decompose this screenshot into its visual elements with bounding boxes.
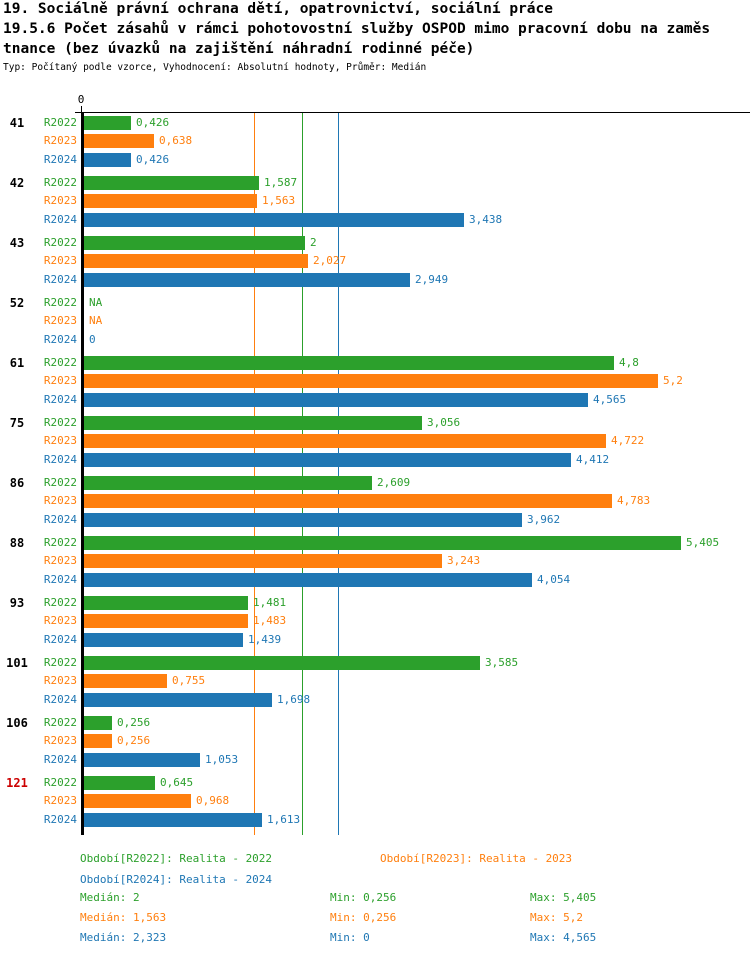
bar-86-r2023 bbox=[84, 494, 612, 508]
value-label-41-r2024: 0,426 bbox=[136, 153, 170, 166]
value-label-75-r2024: 4,412 bbox=[576, 453, 610, 466]
series-label-61-r2024: R2024 bbox=[43, 393, 77, 406]
bar-106-r2024 bbox=[84, 753, 200, 767]
value-label-52-r2022: NA bbox=[89, 296, 103, 309]
value-label-41-r2022: 0,426 bbox=[136, 116, 170, 129]
series-label-61-r2022: R2022 bbox=[43, 356, 77, 369]
series-label-93-r2022: R2022 bbox=[43, 596, 77, 609]
bar-88-r2024 bbox=[84, 573, 532, 587]
value-label-101-r2023: 0,755 bbox=[172, 674, 206, 687]
value-label-88-r2023: 3,243 bbox=[447, 554, 481, 567]
x-axis-zero-label: 0 bbox=[77, 93, 85, 106]
series-label-42-r2022: R2022 bbox=[43, 176, 77, 189]
series-label-75-r2022: R2022 bbox=[43, 416, 77, 429]
value-label-86-r2024: 3,962 bbox=[527, 513, 561, 526]
series-label-75-r2023: R2023 bbox=[43, 434, 77, 447]
series-label-75-r2024: R2024 bbox=[43, 453, 77, 466]
category-label-106: 106 bbox=[6, 716, 28, 730]
bar-43-r2024 bbox=[84, 273, 410, 287]
series-label-88-r2022: R2022 bbox=[43, 536, 77, 549]
bar-61-r2022 bbox=[84, 356, 614, 370]
category-label-61: 61 bbox=[9, 356, 25, 370]
bar-43-r2023 bbox=[84, 254, 308, 268]
value-label-101-r2022: 3,585 bbox=[485, 656, 519, 669]
bar-61-r2024 bbox=[84, 393, 588, 407]
value-label-88-r2022: 5,405 bbox=[686, 536, 720, 549]
series-label-106-r2022: R2022 bbox=[43, 716, 77, 729]
report-title-line2: 19.5.6 Počet zásahů v rámci pohotovostní služby OSPOD mimo pracovní dobu na zaměs bbox=[3, 21, 711, 37]
value-label-93-r2024: 1,439 bbox=[248, 633, 282, 646]
bar-75-r2024 bbox=[84, 453, 571, 467]
bar-86-r2024 bbox=[84, 513, 522, 527]
series-label-41-r2022: R2022 bbox=[43, 116, 77, 129]
series-label-43-r2023: R2023 bbox=[43, 254, 77, 267]
legend-period-r2022: Období[R2022]: Realita - 2022 bbox=[80, 852, 273, 865]
series-label-93-r2024: R2024 bbox=[43, 633, 77, 646]
value-label-121-r2024: 1,613 bbox=[267, 813, 301, 826]
category-label-121: 121 bbox=[6, 776, 28, 790]
series-label-52-r2024: R2024 bbox=[43, 333, 77, 346]
bar-93-r2023 bbox=[84, 614, 248, 628]
category-label-43: 43 bbox=[9, 236, 25, 250]
bar-86-r2022 bbox=[84, 476, 372, 490]
legend-period-r2023: Období[R2023]: Realita - 2023 bbox=[380, 852, 573, 865]
series-label-121-r2023: R2023 bbox=[43, 794, 77, 807]
value-label-52-r2024: 0 bbox=[89, 333, 96, 346]
bar-88-r2022 bbox=[84, 536, 681, 550]
series-label-41-r2023: R2023 bbox=[43, 134, 77, 147]
series-label-106-r2024: R2024 bbox=[43, 753, 77, 766]
report-title-line3: tnance (bez úvazků na zajištění náhradní rodinné péče) bbox=[3, 41, 475, 57]
bar-42-r2024 bbox=[84, 213, 464, 227]
bar-41-r2023 bbox=[84, 134, 154, 148]
series-label-86-r2024: R2024 bbox=[43, 513, 77, 526]
bar-61-r2023 bbox=[84, 374, 658, 388]
bar-42-r2022 bbox=[84, 176, 259, 190]
bar-41-r2024 bbox=[84, 153, 131, 167]
legend-median-r2023: Medián: 1,563 bbox=[80, 911, 167, 924]
series-label-121-r2024: R2024 bbox=[43, 813, 77, 826]
value-label-43-r2023: 2,027 bbox=[313, 254, 347, 267]
bar-101-r2022 bbox=[84, 656, 480, 670]
series-label-61-r2023: R2023 bbox=[43, 374, 77, 387]
series-label-88-r2023: R2023 bbox=[43, 554, 77, 567]
value-label-86-r2023: 4,783 bbox=[617, 494, 651, 507]
series-label-86-r2022: R2022 bbox=[43, 476, 77, 489]
legend-period-r2024: Období[R2024]: Realita - 2024 bbox=[80, 873, 273, 886]
bar-101-r2024 bbox=[84, 693, 272, 707]
value-label-42-r2023: 1,563 bbox=[262, 194, 296, 207]
value-label-86-r2022: 2,609 bbox=[377, 476, 411, 489]
series-label-93-r2023: R2023 bbox=[43, 614, 77, 627]
bar-93-r2024 bbox=[84, 633, 243, 647]
category-label-86: 86 bbox=[9, 476, 25, 490]
value-label-101-r2024: 1,698 bbox=[277, 693, 311, 706]
value-label-61-r2023: 5,2 bbox=[663, 374, 683, 387]
x-axis-line bbox=[75, 112, 750, 113]
legend-median-r2022: Medián: 2 bbox=[80, 891, 140, 904]
value-label-42-r2024: 3,438 bbox=[469, 213, 503, 226]
value-label-52-r2023: NA bbox=[89, 314, 103, 327]
series-label-101-r2023: R2023 bbox=[43, 674, 77, 687]
category-label-75: 75 bbox=[9, 416, 25, 430]
value-label-41-r2023: 0,638 bbox=[159, 134, 193, 147]
series-label-121-r2022: R2022 bbox=[43, 776, 77, 789]
series-label-42-r2023: R2023 bbox=[43, 194, 77, 207]
legend-min-r2022: Min: 0,256 bbox=[330, 891, 397, 904]
bar-106-r2022 bbox=[84, 716, 112, 730]
value-label-106-r2024: 1,053 bbox=[205, 753, 239, 766]
category-label-93: 93 bbox=[9, 596, 25, 610]
category-label-88: 88 bbox=[9, 536, 25, 550]
report-meta-line: Typ: Počítaný podle vzorce, Vyhodnocení: Absolutní hodnoty, Průměr: Medián bbox=[3, 62, 427, 73]
series-label-101-r2024: R2024 bbox=[43, 693, 77, 706]
series-label-52-r2023: R2023 bbox=[43, 314, 77, 327]
value-label-106-r2023: 0,256 bbox=[117, 734, 151, 747]
legend-max-r2022: Max: 5,405 bbox=[530, 891, 597, 904]
bar-101-r2023 bbox=[84, 674, 167, 688]
bar-42-r2023 bbox=[84, 194, 257, 208]
category-label-52: 52 bbox=[9, 296, 25, 310]
value-label-61-r2022: 4,8 bbox=[619, 356, 639, 369]
bar-75-r2022 bbox=[84, 416, 422, 430]
legend-max-r2024: Max: 4,565 bbox=[530, 931, 597, 944]
series-label-43-r2024: R2024 bbox=[43, 273, 77, 286]
report-title-line1: 19. Sociálně právní ochrana dětí, opatrovnictví, sociální práce bbox=[3, 1, 553, 17]
category-label-41: 41 bbox=[9, 116, 25, 130]
value-label-93-r2023: 1,483 bbox=[253, 614, 287, 627]
legend-median-r2024: Medián: 2,323 bbox=[80, 931, 167, 944]
bar-88-r2023 bbox=[84, 554, 442, 568]
value-label-75-r2023: 4,722 bbox=[611, 434, 645, 447]
value-label-43-r2022: 2 bbox=[310, 236, 317, 249]
legend-max-r2023: Max: 5,2 bbox=[530, 911, 583, 924]
series-label-106-r2023: R2023 bbox=[43, 734, 77, 747]
series-label-101-r2022: R2022 bbox=[43, 656, 77, 669]
legend-min-r2024: Min: 0 bbox=[330, 931, 370, 944]
bar-106-r2023 bbox=[84, 734, 112, 748]
series-label-86-r2023: R2023 bbox=[43, 494, 77, 507]
category-label-101: 101 bbox=[6, 656, 28, 670]
value-label-42-r2022: 1,587 bbox=[264, 176, 298, 189]
legend-min-r2023: Min: 0,256 bbox=[330, 911, 397, 924]
value-label-61-r2024: 4,565 bbox=[593, 393, 627, 406]
bar-121-r2023 bbox=[84, 794, 191, 808]
series-label-42-r2024: R2024 bbox=[43, 213, 77, 226]
value-label-88-r2024: 4,054 bbox=[537, 573, 571, 586]
series-label-41-r2024: R2024 bbox=[43, 153, 77, 166]
category-label-42: 42 bbox=[9, 176, 25, 190]
value-label-106-r2022: 0,256 bbox=[117, 716, 151, 729]
bar-121-r2022 bbox=[84, 776, 155, 790]
series-label-43-r2022: R2022 bbox=[43, 236, 77, 249]
value-label-121-r2023: 0,968 bbox=[196, 794, 230, 807]
bar-93-r2022 bbox=[84, 596, 248, 610]
bar-43-r2022 bbox=[84, 236, 305, 250]
series-label-88-r2024: R2024 bbox=[43, 573, 77, 586]
value-label-93-r2022: 1,481 bbox=[253, 596, 287, 609]
series-label-52-r2022: R2022 bbox=[43, 296, 77, 309]
bar-75-r2023 bbox=[84, 434, 606, 448]
bar-41-r2022 bbox=[84, 116, 131, 130]
bar-121-r2024 bbox=[84, 813, 262, 827]
value-label-75-r2022: 3,056 bbox=[427, 416, 461, 429]
value-label-121-r2022: 0,645 bbox=[160, 776, 194, 789]
value-label-43-r2024: 2,949 bbox=[415, 273, 449, 286]
